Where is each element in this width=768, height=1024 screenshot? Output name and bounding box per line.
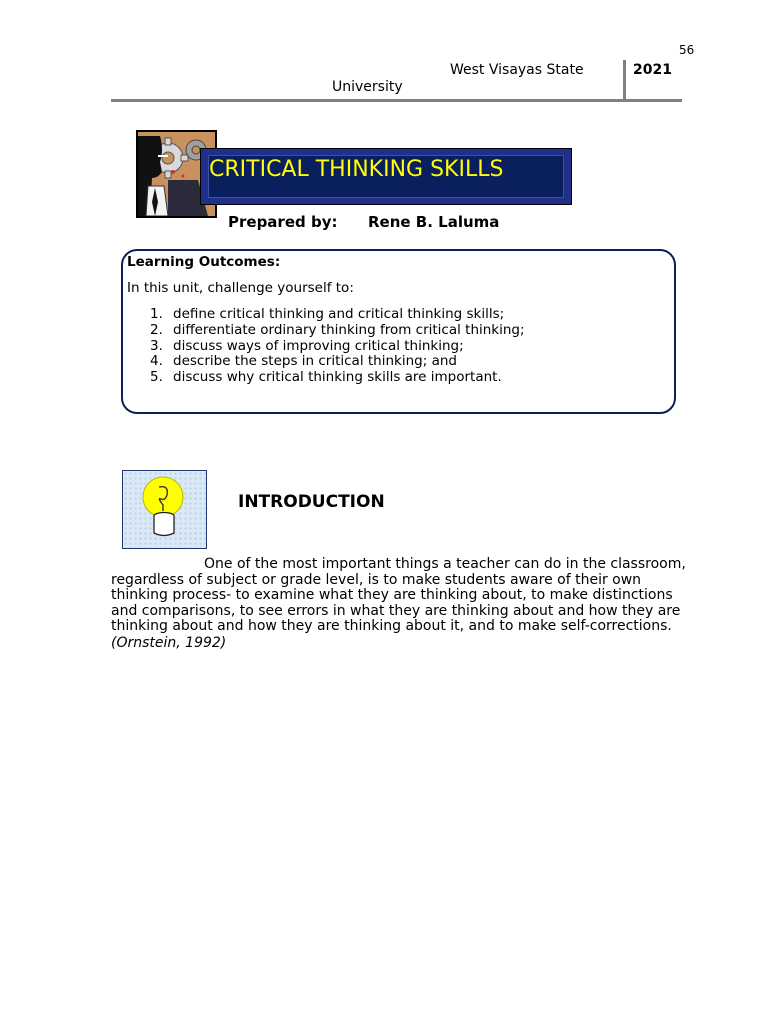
list-item-text: differentiate ordinary thinking from critical thinking; [173,321,525,338]
introduction-citation: (Ornstein, 1992) [111,635,227,651]
list-item-text: discuss ways of improving critical thinking; [173,337,464,354]
list-item-text: describe the steps in critical thinking; and [173,353,457,370]
list-item-number: 4. [150,353,163,370]
list-item [150,307,525,323]
list-item [150,370,525,386]
header-institution-line2: University [332,79,403,95]
list-item-number: 1. [150,306,163,322]
header-institution-line1: West Visayas State [450,62,584,78]
list-item-number: 3. [150,337,163,354]
list-item-text: discuss why critical thinking skills are important. [173,369,502,386]
lightbulb-icon [122,470,207,549]
learning-outcomes-title: Learning Outcomes: [127,254,281,270]
header-year: 2021 [633,62,672,78]
page-number: 56 [679,43,695,57]
learning-outcomes-list [150,307,525,386]
list-item-number: 2. [150,321,163,338]
header-divider-horizontal [111,99,682,102]
introduction-paragraph-text: One of the most important things a teacher can do in the classroom, regardless of subject or grade level, is to make students aware of their own thinking process- to examine what they are thinking about, to make distinctions and comparisons, to see errors in what they are thinking about and how they are thinking about and how they are thinking about it, and to make self-corrections. [111,556,686,635]
header-divider-vertical [623,60,626,100]
list-item [150,339,525,355]
list-item-number: 5. [150,369,163,386]
author-name: Rene B. Laluma [368,213,500,231]
learning-outcomes-intro: In this unit, challenge yourself to: [127,280,354,296]
introduction-heading: INTRODUCTION [238,492,385,512]
prepared-by-label: Prepared by: [228,213,338,231]
title-banner [200,148,572,205]
list-item-text: define critical thinking and critical thinking skills; [173,306,505,322]
introduction-paragraph [111,557,696,635]
list-item [150,354,525,370]
list-item [150,323,525,339]
page-title: CRITICAL THINKING SKILLS [209,157,504,182]
